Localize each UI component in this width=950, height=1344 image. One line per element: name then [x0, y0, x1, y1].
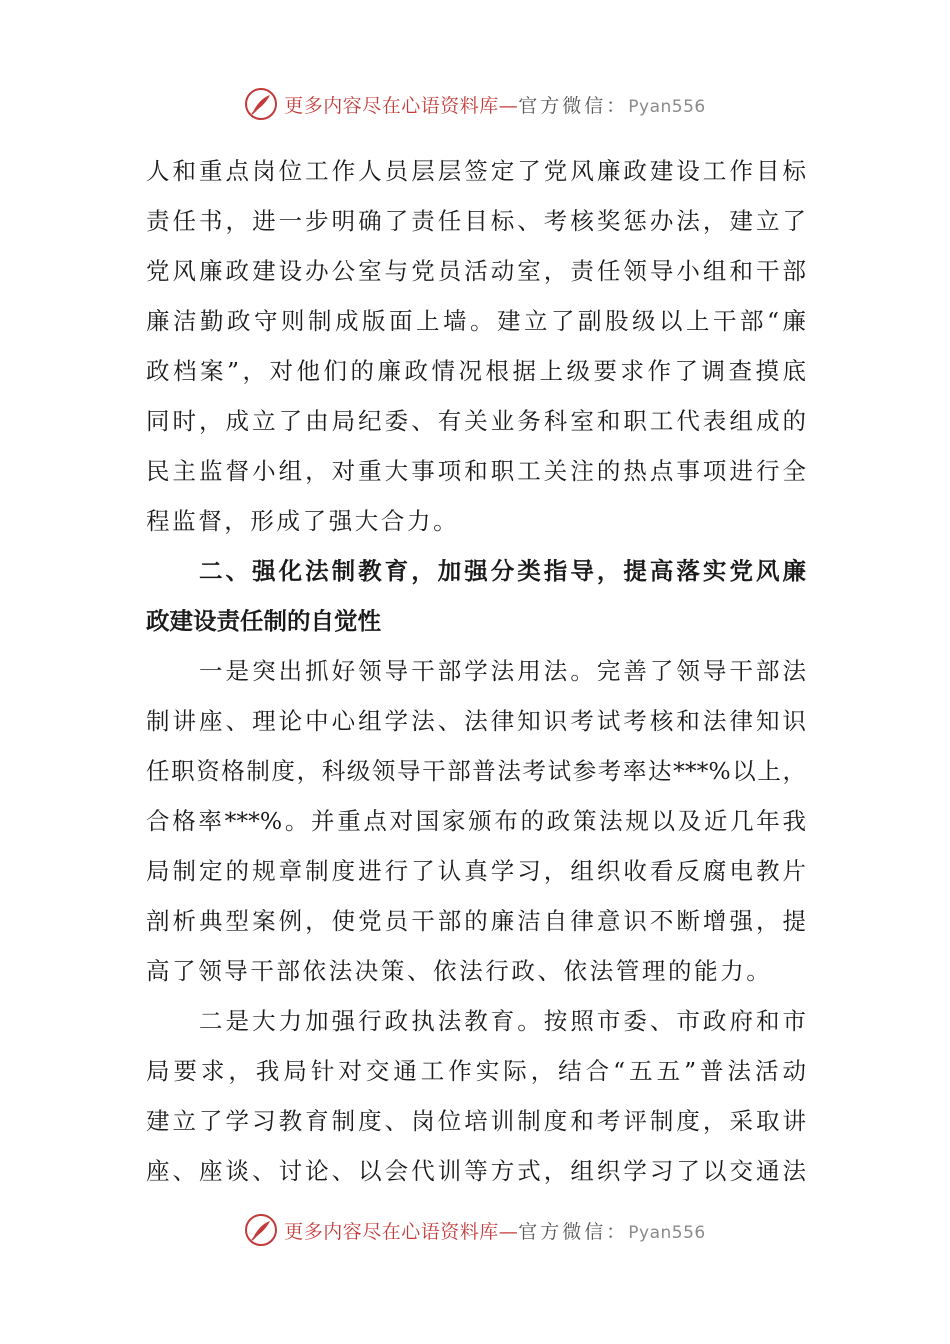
- body-line: 民主监督小组，对重大事项和职工关注的热点事项进行全: [146, 457, 806, 485]
- quill-pen-logo-icon: [244, 1213, 278, 1247]
- banner-wechat-label: 官方微信：: [518, 94, 629, 117]
- banner-wechat-id: Pyan556: [628, 96, 706, 117]
- body-line: 同时，成立了由局纪委、有关业务科室和职工代表组成的: [146, 407, 806, 435]
- body-line: 程监督，形成了强大合力。: [146, 507, 460, 535]
- body-line: 廉洁勤政守则制成版面上墙。建立了副股级以上干部“廉: [146, 307, 806, 335]
- body-line: 建立了学习教育制度、岗位培训制度和考评制度，采取讲: [146, 1107, 806, 1135]
- body-line: 局要求，我局针对交通工作实际，结合“五五”普法活动: [146, 1057, 806, 1085]
- body-line: 政档案”，对他们的廉政情况根据上级要求作了调查摸底: [146, 357, 806, 385]
- banner-wechat-id: Pyan556: [628, 1222, 706, 1243]
- banner-wechat-label: 官方微信：: [518, 1220, 629, 1243]
- body-line: 二是大力加强行政执法教育。按照市委、市政府和市: [146, 1007, 806, 1035]
- body-line: 座、座谈、讨论、以会代训等方式，组织学习了以交通法: [146, 1157, 806, 1185]
- footer-banner: [0, 1210, 950, 1250]
- body-line: 一是突出抓好领导干部学法用法。完善了领导干部法: [146, 657, 806, 685]
- banner-dash: —: [498, 1220, 519, 1243]
- body-line: 制讲座、理论中心组学法、法律知识考试考核和法律知识: [146, 707, 806, 735]
- body-line: 人和重点岗位工作人员层层签定了党风廉政建设工作目标: [146, 157, 806, 185]
- body-line: 责任书，进一步明确了责任目标、考核奖惩办法，建立了: [146, 207, 806, 235]
- document-body: [146, 146, 806, 1196]
- body-line: 高了领导干部依法决策、依法行政、依法管理的能力。: [146, 957, 773, 985]
- body-line: 任职资格制度，科级领导干部普法考试参考率达***%以上，: [146, 757, 806, 785]
- quill-pen-logo-icon: [244, 87, 278, 121]
- header-banner: [0, 84, 950, 124]
- body-line: 合格率***%。并重点对国家颁布的政策法规以及近几年我: [146, 807, 806, 835]
- section-heading: 政建设责任制的自觉性: [146, 607, 381, 635]
- body-line: 党风廉政建设办公室与党员活动室，责任领导小组和干部: [146, 257, 806, 285]
- body-line: 局制定的规章制度进行了认真学习，组织收看反腐电教片: [146, 857, 806, 885]
- banner-main-text: 更多内容尽在心语资料库: [284, 1220, 499, 1243]
- banner-text: [284, 1217, 705, 1244]
- banner-main-text: 更多内容尽在心语资料库: [284, 94, 499, 117]
- section-heading: 二、强化法制教育，加强分类指导，提高落实党风廉: [146, 557, 806, 585]
- banner-text: [284, 91, 705, 118]
- body-line: 剖析典型案例，使党员干部的廉洁自律意识不断增强，提: [146, 907, 806, 935]
- banner-dash: —: [498, 94, 519, 117]
